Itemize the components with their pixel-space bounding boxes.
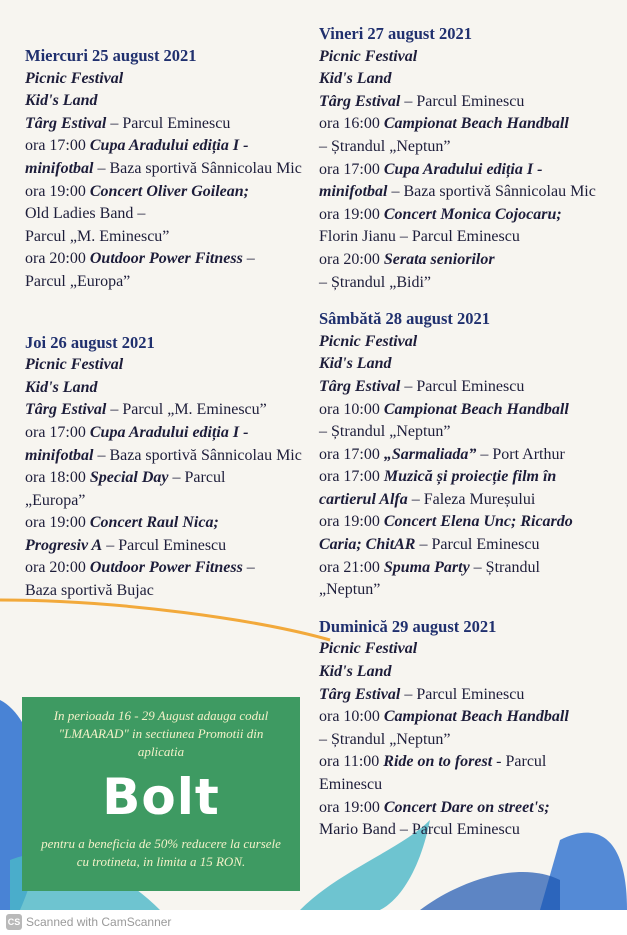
line-part: Spuma Party — [383, 558, 470, 576]
line-part: – Ștrandul „Bidi” — [319, 273, 431, 291]
schedule-line — [25, 248, 310, 271]
line-part: – Parcul Eminescu — [395, 821, 520, 839]
line-part: Serata seniorilor — [383, 250, 495, 268]
line-part: – Faleza Mureșului — [407, 490, 536, 508]
day-title: Joi 26 august 2021 — [25, 332, 155, 352]
blue-shape-bottom — [420, 872, 560, 910]
line-part: Kid's Land — [319, 355, 392, 373]
line-part: ora 17:00 — [319, 160, 384, 178]
schedule-line — [319, 661, 619, 684]
day-block — [319, 23, 619, 294]
line-part: Târg Estival — [319, 92, 401, 110]
line-part: ora 10:00 — [319, 400, 384, 418]
line-part: – Parcul Eminescu — [400, 377, 525, 395]
schedule-line — [25, 377, 310, 400]
schedule-line — [25, 422, 310, 445]
schedule-line — [319, 249, 619, 272]
schedule-line — [319, 331, 619, 354]
line-part: ora 20:00 — [25, 559, 90, 577]
schedule-line — [25, 467, 310, 490]
line-part: ora 11:00 — [319, 753, 384, 771]
line-part: ora 17:00 — [319, 445, 384, 463]
schedule-line — [319, 91, 619, 114]
line-part: - Parcul — [492, 753, 547, 771]
schedule-line — [319, 579, 619, 602]
line-part: – Baza sportivă Sânnicolau Mic — [387, 183, 596, 201]
line-part: ora 19:00 — [319, 798, 384, 816]
line-part: Kid's Land — [25, 92, 98, 110]
line-part: Caria; ChitAR — [319, 536, 416, 554]
line-part: Progresiv A — [25, 536, 103, 554]
line-part: Baza sportivă Bujac — [25, 582, 154, 600]
line-part: – Parcul „M. Eminescu” — [106, 401, 267, 419]
line-part: ora 19:00 — [319, 513, 384, 531]
promo-top-text: In perioada 16 - 29 August adauga codul "LMAARAD" in sectiunea Promotii din aplicatia — [53, 708, 269, 759]
schedule-line — [25, 535, 310, 558]
schedule-line — [25, 226, 310, 249]
schedule-line — [319, 399, 619, 422]
schedule-line — [25, 512, 310, 535]
line-part: Picnic Festival — [319, 47, 418, 65]
schedule-line — [319, 797, 619, 820]
line-part: Cupa Aradului ediția I - — [89, 423, 249, 441]
line-part: – Baza sportivă Sânnicolau Mic — [93, 446, 302, 464]
schedule-line — [319, 638, 619, 661]
schedule-line — [25, 203, 310, 226]
schedule-line — [319, 136, 619, 159]
line-part: Târg Estival — [319, 685, 401, 703]
day-title: Vineri 27 august 2021 — [319, 24, 472, 43]
line-part: – Ștrandul „Neptun” — [319, 730, 451, 748]
schedule-line — [25, 490, 310, 513]
line-part: – Ștrandul „Neptun” — [319, 137, 451, 155]
line-part: ora 20:00 — [319, 250, 384, 268]
line-part: Picnic Festival — [319, 640, 418, 658]
line-part: Campionat Beach Handball — [383, 115, 569, 133]
line-part: Outdoor Power Fitness — [89, 559, 243, 577]
line-part: – — [242, 559, 255, 577]
schedule-line — [25, 445, 310, 468]
schedule-line — [25, 354, 310, 377]
scanner-watermark-text: Scanned with CamScanner — [26, 915, 172, 929]
line-part: Ride on to forest — [383, 753, 493, 771]
line-part: Concert Raul Nica; — [89, 514, 219, 532]
line-part: Kid's Land — [25, 378, 98, 396]
line-part: minifotbal — [319, 183, 388, 201]
schedule-line — [25, 158, 310, 181]
line-part: Târg Estival — [25, 114, 107, 132]
line-part: Kid's Land — [319, 70, 392, 88]
schedule-line — [25, 557, 310, 580]
line-part: – Parcul Eminescu — [102, 536, 227, 554]
line-part: – Parcul Eminescu — [395, 228, 520, 246]
line-part: Concert Dare on street's; — [383, 798, 550, 816]
line-part: ora 19:00 — [319, 205, 384, 223]
schedule-line — [319, 68, 619, 91]
schedule-line — [319, 511, 619, 534]
day-block — [319, 308, 619, 602]
line-part: Old Ladies Band — [25, 205, 134, 223]
schedule-line — [25, 181, 310, 204]
schedule-line — [25, 135, 310, 158]
bolt-logo: Bolt — [102, 768, 220, 826]
line-part: – Baza sportivă Sânnicolau Mic — [93, 159, 302, 177]
line-part: Campionat Beach Handball — [383, 708, 569, 726]
line-part: Eminescu — [319, 776, 383, 793]
line-part: – Parcul Eminescu — [415, 536, 540, 554]
schedule-line — [319, 226, 619, 249]
line-part: Târg Estival — [319, 377, 401, 395]
bolt-promo-box — [22, 697, 300, 891]
schedule-line — [319, 819, 619, 842]
schedule-line — [319, 46, 619, 69]
line-part: – — [242, 250, 255, 268]
line-part: – Parcul Eminescu — [106, 114, 231, 132]
line-part: Picnic Festival — [25, 356, 124, 374]
line-part: – Ștrandul — [469, 558, 540, 576]
scanner-footer — [0, 910, 627, 935]
schedule-line — [319, 421, 619, 444]
line-part: ora 17:00 — [319, 468, 384, 486]
line-part: Picnic Festival — [25, 69, 124, 87]
line-part: „Europa” — [25, 491, 86, 509]
line-part: ora 16:00 — [319, 115, 384, 133]
line-part: Cupa Aradului ediția I - — [383, 160, 543, 178]
line-part: Florin Jianu — [319, 228, 396, 246]
line-part: ora 17:00 — [25, 137, 90, 155]
schedule-line — [319, 113, 619, 136]
schedule-line — [319, 706, 619, 729]
day-block — [319, 616, 619, 842]
left-column — [25, 45, 310, 603]
line-part: Campionat Beach Handball — [383, 400, 569, 418]
line-part: Picnic Festival — [319, 332, 418, 350]
line-part: cartierul Alfa — [319, 490, 408, 508]
right-column — [319, 23, 619, 842]
line-part: Parcul „Europa” — [25, 272, 131, 290]
line-part: Special Day — [89, 469, 169, 487]
schedule-line — [319, 181, 619, 204]
line-part: – Ștrandul „Neptun” — [319, 423, 451, 441]
line-part: Outdoor Power Fitness — [89, 250, 243, 268]
line-part: Mario Band — [319, 821, 396, 839]
line-part: Kid's Land — [319, 663, 392, 681]
day-block — [25, 45, 310, 294]
line-part: – Parcul Eminescu — [400, 685, 525, 703]
schedule-line — [25, 399, 310, 422]
schedule-line — [319, 534, 619, 557]
schedule-line — [319, 204, 619, 227]
line-part: – Port Arthur — [476, 445, 565, 463]
schedule-line — [319, 353, 619, 376]
camscanner-icon: CS — [6, 914, 22, 930]
schedule-line — [319, 272, 619, 295]
line-part: ora 19:00 — [25, 182, 90, 200]
day-title: Sâmbătă 28 august 2021 — [319, 309, 490, 329]
schedule-line — [319, 376, 619, 399]
line-part: – — [133, 205, 146, 223]
schedule-line — [319, 159, 619, 182]
day-block — [25, 332, 310, 603]
line-part: ora 21:00 — [319, 558, 384, 576]
line-part: Târg Estival — [25, 401, 107, 419]
line-part: ora 18:00 — [25, 469, 90, 487]
schedule-line — [319, 557, 619, 580]
line-part: Concert Oliver Goilean; — [89, 182, 249, 200]
schedule-line — [25, 68, 310, 91]
schedule-line — [25, 113, 310, 136]
schedule-line — [25, 90, 310, 113]
orange-curve — [0, 600, 330, 640]
schedule-line — [319, 774, 619, 797]
schedule-line — [319, 751, 619, 774]
schedule-line — [25, 271, 310, 294]
line-part: Parcul „M. Eminescu” — [25, 227, 170, 245]
line-part: – Parcul Eminescu — [400, 92, 525, 110]
day-title: Duminică 29 august 2021 — [319, 616, 497, 636]
day-title: Miercuri 25 august 2021 — [25, 46, 197, 65]
line-part: ora 20:00 — [25, 250, 90, 268]
promo-bottom-text: pentru a beneficia de 50% reducere la cursele cu trotineta, in limita a 15 RON. — [41, 836, 281, 869]
line-part: ora 10:00 — [319, 708, 384, 726]
line-part: „Neptun” — [319, 581, 381, 599]
line-part: minifotbal — [25, 159, 94, 177]
schedule-line — [319, 466, 619, 489]
line-part: minifotbal — [25, 446, 94, 464]
schedule-line — [319, 684, 619, 707]
line-part: ora 19:00 — [25, 514, 90, 532]
line-part: – Parcul — [168, 469, 226, 487]
schedule-line — [319, 489, 619, 512]
line-part: Cupa Aradului ediția I - — [89, 137, 249, 155]
line-part: Concert Elena Unc; Ricardo — [383, 513, 573, 531]
schedule-line — [25, 580, 310, 603]
line-part: Concert Monica Cojocaru; — [383, 205, 562, 223]
schedule-line — [319, 444, 619, 467]
line-part: ora 17:00 — [25, 423, 90, 441]
line-part: „Sarmaliada” — [383, 445, 477, 463]
line-part: Muzică și proiecție film în — [383, 468, 557, 486]
schedule-line — [319, 729, 619, 752]
